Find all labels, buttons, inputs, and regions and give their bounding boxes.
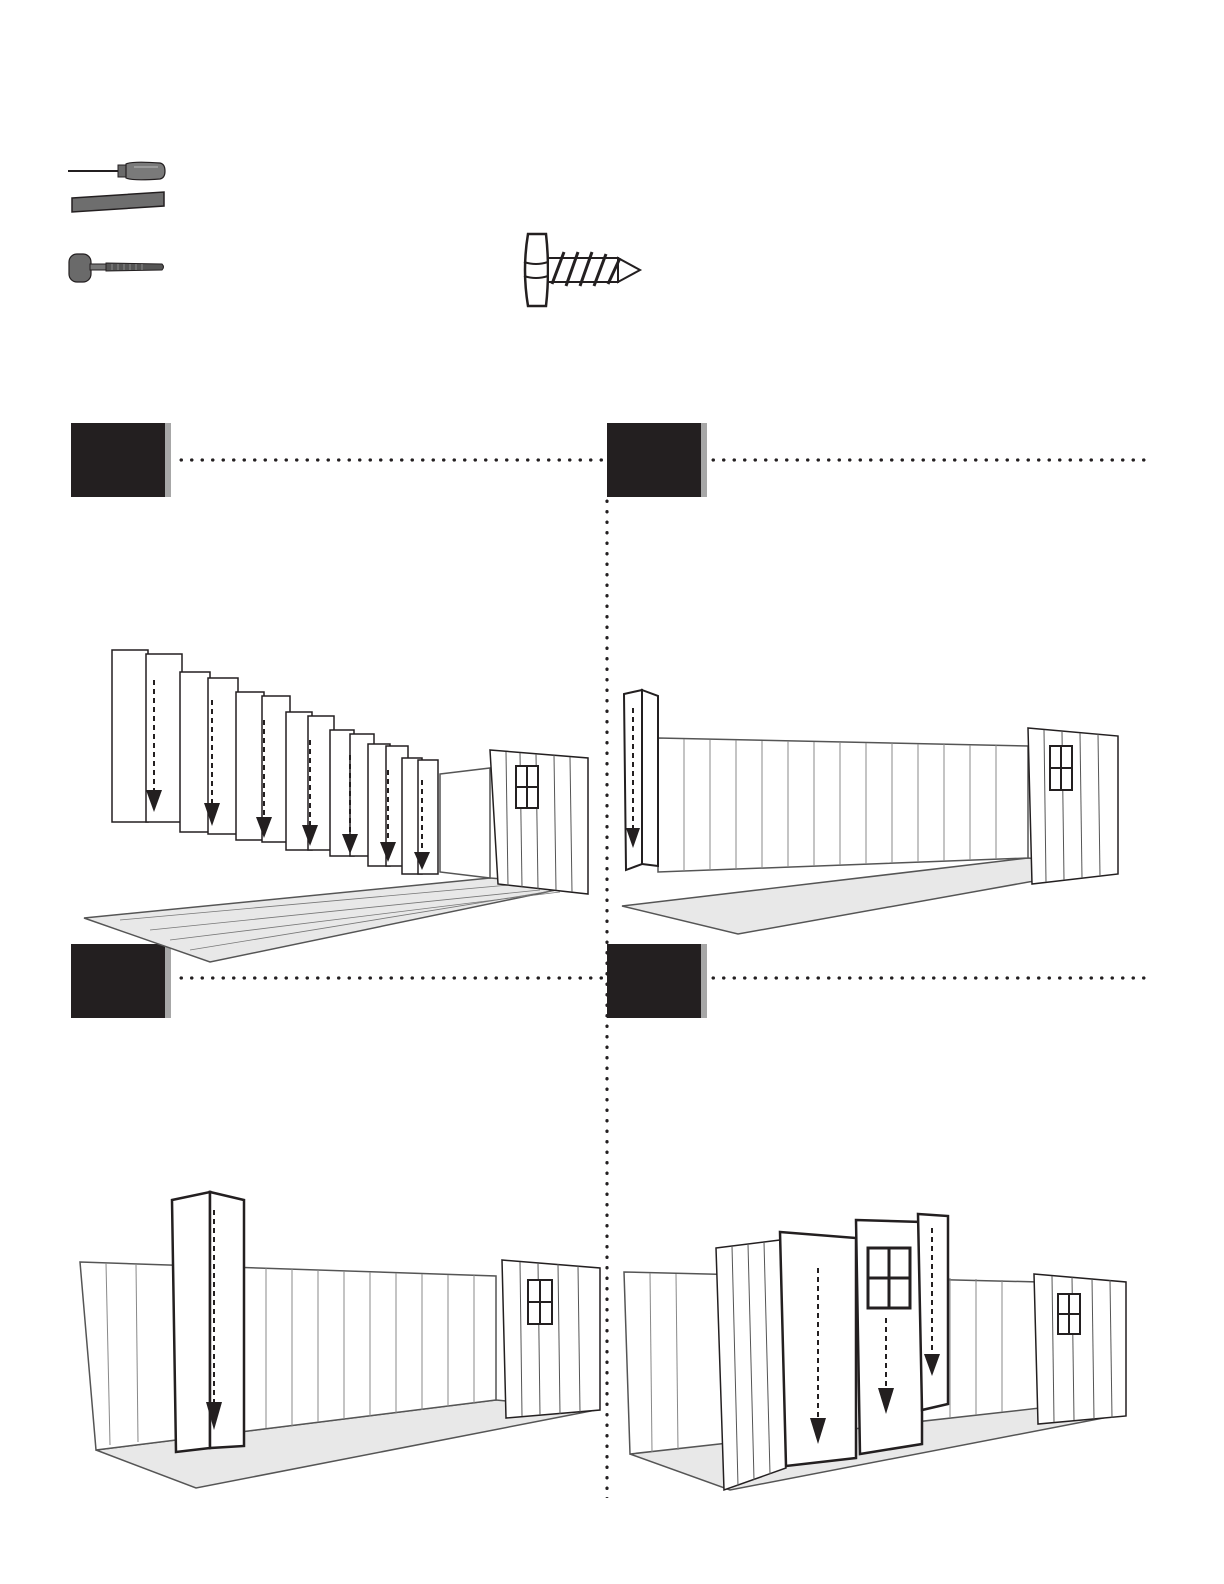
corner-column <box>172 1192 244 1452</box>
step-1-illustration <box>80 640 600 970</box>
front-panels <box>780 1214 948 1466</box>
pan-head-screw-icon <box>520 232 646 308</box>
rubber-mallet-icon <box>68 250 168 286</box>
step-4-illustration <box>620 1208 1130 1498</box>
screwdriver-icon <box>68 160 168 182</box>
level-bar-icon <box>68 190 168 214</box>
step-4-box <box>607 944 701 1018</box>
step1-divider <box>176 458 606 462</box>
step2-divider <box>708 458 1146 462</box>
step-3-illustration <box>76 1190 604 1494</box>
step-1-box <box>71 423 165 497</box>
step4-divider <box>708 976 1146 980</box>
tools-list <box>66 150 176 290</box>
sliding-panels <box>112 650 438 874</box>
step-2-box <box>607 423 701 497</box>
step3-divider <box>176 976 606 980</box>
corner-panel <box>624 690 658 870</box>
step-2-illustration <box>618 688 1128 948</box>
